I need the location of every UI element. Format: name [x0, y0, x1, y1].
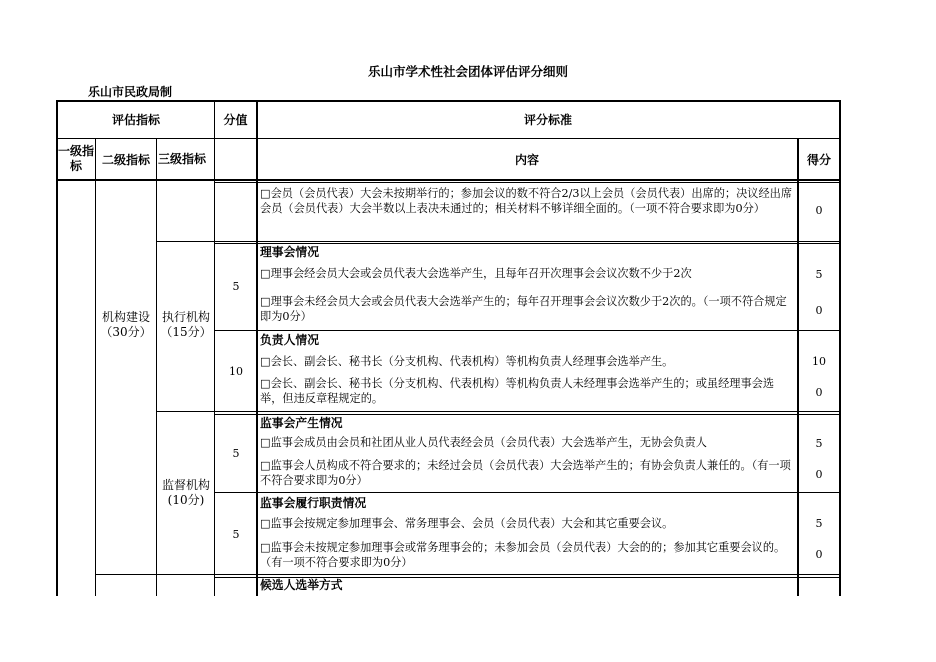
points-value: 10 [812, 355, 826, 368]
criteria-item: □监事会按规定参加理事会、常务理事会、会员（会员代表）大会和其它重要会议。 [260, 517, 674, 530]
header-indicators: 评估指标 [111, 113, 160, 127]
grid-line [214, 330, 840, 331]
criteria-item: □理事会经会员大会或会员代表大会选举产生，且每年召开次理事会会议次数不少于2次 [260, 267, 692, 280]
points-value: 0 [815, 204, 823, 217]
document-title: 乐山市学术性社会团体评估评分细则 [367, 64, 568, 79]
grid-line [156, 241, 840, 242]
points-value: 5 [815, 268, 823, 281]
section-title-council: 理事会情况 [260, 245, 319, 259]
points-value: 0 [815, 468, 823, 481]
grid-line [214, 492, 840, 493]
level3-supervisory: 监督机构(10分) [161, 477, 210, 507]
criteria-item: □理事会未经会员大会或会员代表大会选举产生的；每年召开理事会会议次数少于2次的。（一项不符合规定即为0分） [260, 295, 787, 323]
header-level3: 三级指标 [158, 151, 207, 166]
points-value: 0 [815, 386, 823, 399]
points-value: 5 [815, 517, 823, 530]
grid-line [214, 414, 840, 415]
section-title-leaders: 负责人情况 [260, 333, 319, 347]
level2-org-building: 机构建设（30分） [100, 310, 152, 339]
grid-line [95, 138, 96, 596]
criteria-item: □监事会成员由会员和社团从业人员代表经会员（会员代表）大会选举产生，无协会负责人 [260, 436, 707, 449]
grid-line [156, 411, 840, 412]
level3-executive: 执行机构（15分） [160, 310, 212, 339]
criteria-item: □会长、副会长、秘书长（分支机构、代表机构）等机构负责人经理事会选举产生。 [260, 355, 674, 368]
grid-line [214, 100, 215, 596]
grid-line [95, 574, 840, 575]
score-value: 10 [229, 365, 243, 378]
score-value: 5 [232, 447, 240, 460]
header-content: 内容 [514, 152, 539, 167]
section-title-supervisory-duties: 监事会履行职责情况 [260, 496, 367, 510]
points-value: 0 [815, 304, 823, 317]
grid-line [214, 243, 840, 244]
header-level1: 一级指标 [58, 144, 95, 173]
header-criteria: 评分标准 [523, 113, 572, 127]
points-value: 0 [815, 548, 823, 561]
table-right-border [839, 100, 841, 596]
criteria-row-general-assembly: □会员（会员代表）大会未按期举行的；参加会议的数不符合2/3以上会员（会员代表）出席的；决议经出席会员（会员代表）大会半数以上表决未通过的；相关材料不够详细全面的。（一项不符合要求即为0分） [260, 187, 793, 215]
criteria-item: □监事会未按规定参加理事会或常务理事会的；未参加会员（会员代表）大会的的；参加其它重要会议的。（有一项不符合要求即为0分） [260, 541, 786, 569]
grid-line [156, 138, 157, 596]
section-title-candidate-election: 候选人选举方式 [260, 578, 343, 592]
score-value: 5 [232, 280, 240, 293]
section-title-supervisory-formation: 监事会产生情况 [260, 416, 343, 430]
points-value: 5 [815, 437, 823, 450]
grid-line [56, 179, 840, 181]
criteria-item: □监事会人员构成不符合要求的；未经过会员（会员代表）大会选举产生的；有协会负责人兼任的。（有一项不符合要求即为0分） [260, 459, 791, 487]
issuer-label: 乐山市民政局制 [88, 85, 173, 99]
header-points: 得分 [806, 152, 831, 167]
grid-line [214, 182, 840, 183]
header-score: 分值 [223, 113, 248, 127]
score-value: 5 [232, 528, 240, 541]
header-level2: 二级指标 [101, 152, 150, 167]
criteria-item: □会长、副会长、秘书长（分支机构、代表机构）等机构负责人未经理事会选举产生的；或虽经理事会选举，但违反章程规定的。 [260, 377, 775, 405]
